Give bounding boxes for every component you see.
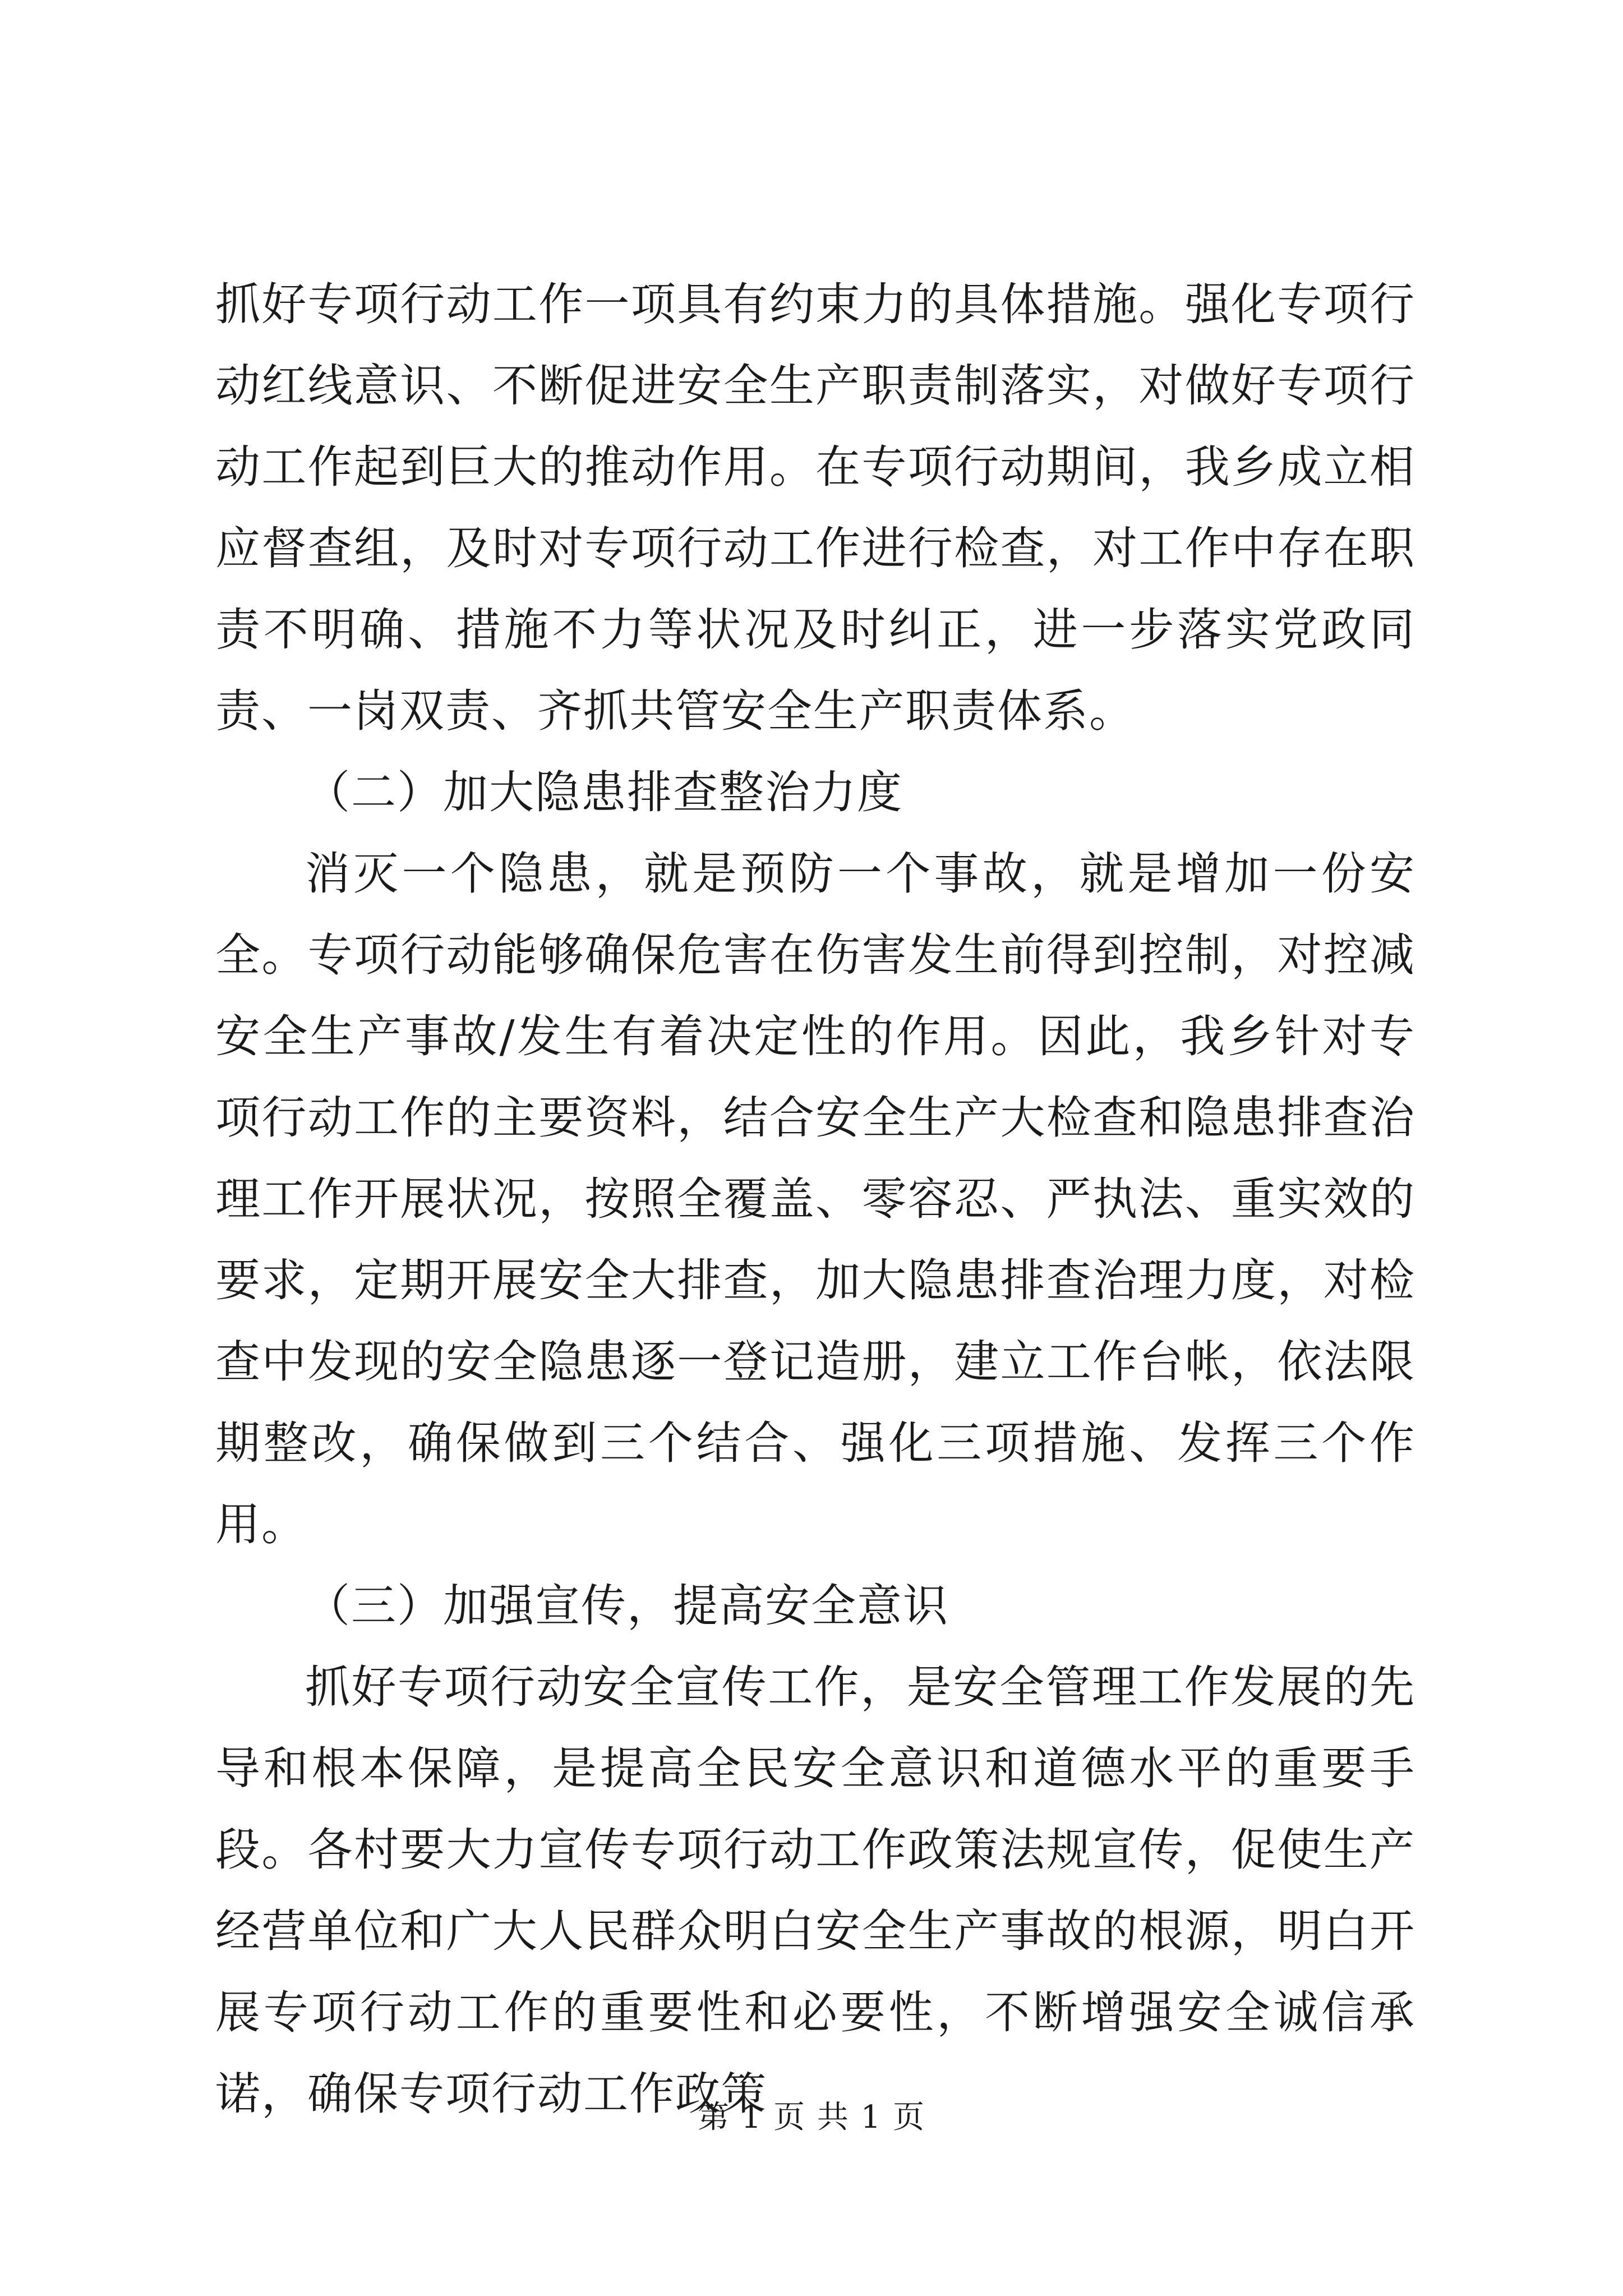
section-heading-2: （二）加大隐患排查整治力度 <box>305 766 903 818</box>
body-paragraph-2: 消灭一个隐患，就是预防一个事故，就是增加一份安全。专项行动能够确保危害在伤害发生前得到控制，对控减安全生产事故/发生有着决定性的作用。因此，我乡针对专项行动工作的主要资料，结合安全生产大检查和隐患排查治理工作开展状况，按照全覆盖、零容忍、严执法、重实效的要求，定期开展安全大排查，加大隐患排查治理力度，对检查中发现的安全隐患逐一登记造册，建立工作台帐，依法限期整改，确保做到三个结合、强化三项措施、发挥三个作用。 <box>215 848 1415 1550</box>
body-paragraph-1: 抓好专项行动工作一项具有约束力的具体措施。强化专项行动红线意识、不断促进安全生产职责制落实，对做好专项行动工作起到巨大的推动作用。在专项行动期间，我乡成立相应督查组，及时对专项行动工作进行检查，对工作中存在职责不明确、措施不力等状况及时纠正，进一步落实党政同责、一岗双责、齐抓共管安全生产职责体系。 <box>215 278 1415 737</box>
page-footer: 第 1 页 共 1 页 <box>697 2099 926 2136</box>
document-body <box>215 264 1415 2134</box>
body-paragraph-3: 抓好专项行动安全宣传工作，是安全管理工作发展的先导和根本保障，是提高全民安全意识和道德水平的重要手段。各村要大力宣传专项行动工作政策法规宣传，促使生产经营单位和广大人民群众明白安全生产事故的根源，明白开展专项行动工作的重要性和必要性，不断增强安全诚信承诺，确保专项行动工作政策 <box>215 1661 1415 2120</box>
section-heading-3: （三）加强宣传，提高安全意识 <box>305 1580 949 1632</box>
